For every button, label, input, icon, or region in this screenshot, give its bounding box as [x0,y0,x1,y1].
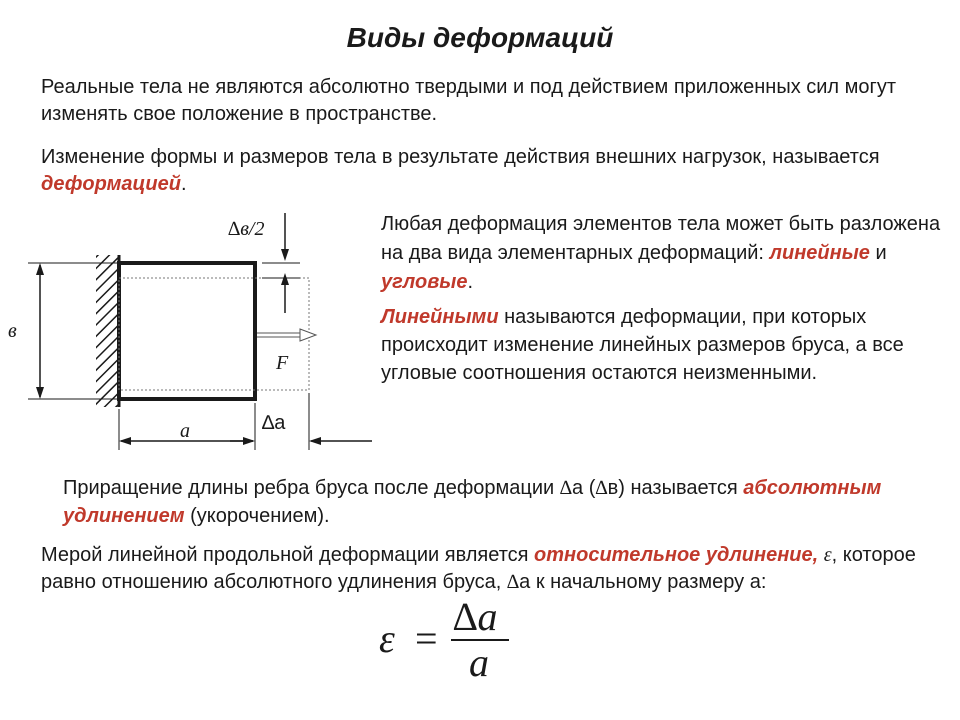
intro-paragraph: Реальные тела не являются абсолютно твердыми и под действием приложенных сил могут изменять свое положение в пространстве. [41,76,896,125]
elongation-text: Приращение длины ребра бруса после деформации [63,477,560,499]
term-relative-elongation: относительное удлинение [534,544,813,566]
fixed-wall [96,255,118,407]
definition-end: . [181,173,187,195]
delta-a-label: ∆а [262,412,286,434]
deformation-diagram [0,205,390,465]
formula-equals: = [415,616,438,661]
delta-symbol: ∆ [559,477,573,499]
term-comma: , [812,544,824,566]
term-deformation: деформацией [41,173,181,195]
linear-definition-text: называются деформации, при которых происходит изменение линейных размеров бруса, а все угловые соотношения остаются неизменными. [381,306,904,384]
types-paragraph [381,210,941,297]
half-db-label: ∆в/2 [228,218,265,240]
relative-elongation-paragraph [41,542,941,596]
page-title: Виды деформаций [346,22,614,53]
width-label: а [180,420,190,442]
height-label: в [8,320,17,342]
absolute-elongation-paragraph [63,474,943,530]
formula-denominator: a [469,640,489,680]
original-body [119,263,255,399]
types-and: и [869,242,887,264]
force-arrow [300,329,316,341]
elongation-end: (укорочением). [184,505,330,527]
types-end: . [467,271,474,293]
term-linear: линейные [769,242,870,264]
term-linear-capital: Линейными [381,306,499,328]
relative-mid: , которое равно отношению абсолютного удлинения бруса, [41,544,916,593]
definition-paragraph [41,144,921,198]
linear-definition-paragraph [381,303,941,387]
relative-end: а к начальному размеру а: [519,571,767,593]
types-text: Любая деформация элементов тела может быть разложена на два вида элементарных деформаций: [381,213,941,264]
relative-elongation-formula [375,600,535,680]
relative-text: Мерой линейной продольной деформации является [41,544,535,566]
delta-symbol: ∆ [595,477,608,499]
term-angular: угловые [381,271,468,293]
epsilon-symbol: ε [823,544,832,566]
elongation-a: а ( [572,477,596,499]
elongation-b: в) называется [607,477,744,499]
delta-symbol: ∆ [506,571,520,593]
formula-epsilon: ε [379,616,395,661]
force-label: F [276,352,289,374]
formula-numerator: ∆a [453,600,498,639]
definition-text: Изменение формы и размеров тела в результате действия внешних нагрузок, называется [41,146,880,168]
term-absolute-elongation: абсолютным удлинением [63,477,882,527]
